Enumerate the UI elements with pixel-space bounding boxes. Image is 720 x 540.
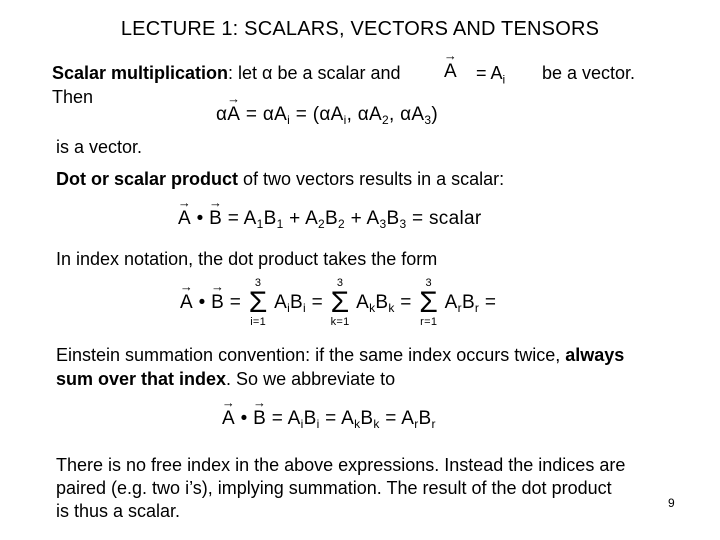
sum-symbol-r: 3 Σ r=1 (419, 277, 439, 328)
einstein-line-2: sum over that index. So we abbreviate to (56, 369, 396, 389)
closing-line-1: There is no free index in the above expressions. Instead the indices are (56, 455, 626, 475)
dot-product-rest: of two vectors results in a scalar: (238, 169, 505, 189)
scalar-mult-heading: Scalar multiplication (52, 63, 229, 83)
index-notation-text: In index notation, the dot product takes the form (56, 249, 438, 269)
sum-symbol-i: 3 Σ i=1 (248, 277, 268, 328)
vector-a-def: = $A_i$ (476, 63, 506, 87)
dot-product-line (56, 168, 504, 190)
scalar-mult-line (52, 62, 401, 84)
einstein-equation: → A • → $B = A_iB_i = A_kB_k = A_rB_r$ (222, 408, 436, 431)
page-number: 9 (668, 496, 675, 510)
dot-product-equation: → A • → $B = A_1B_1 + A_2B_2 + A_3B_3$ = scalar (178, 208, 481, 231)
page-title: LECTURE 1: SCALARS, VECTORS AND TENSORS (120, 18, 600, 40)
einstein-line-1: Einstein summation convention: if the same index occurs twice, always (56, 345, 625, 365)
scalar-mult-text-c: be a vector. (542, 63, 636, 83)
is-a-vector-text: is a vector. (56, 137, 143, 157)
dot-product-heading: Dot or scalar product (56, 169, 239, 189)
sum-symbol-k: 3 Σ k=1 (330, 277, 350, 328)
closing-line-3: is thus a scalar. (56, 501, 181, 521)
index-notation-equation: → A • → B = 3 Σ i=1 $A_iB_i$ = 3 Σ k=1 $A_kB_k$ = 3 Σ r=1 $A_rB_r$ = (180, 278, 496, 328)
closing-line-2: paired (e.g. two i’s), implying summation. The result of the dot product (56, 478, 612, 498)
scalar-mult-text-a: : let α be a scalar and (228, 63, 401, 83)
then-label: Then (52, 87, 94, 107)
vector-a-symbol: → A (444, 61, 457, 83)
scalar-mult-equation: $\alpha\to A = \alpha A_i = (\alpha A_i$, $\alpha A_2$, $\alpha A_3$) (216, 104, 438, 127)
